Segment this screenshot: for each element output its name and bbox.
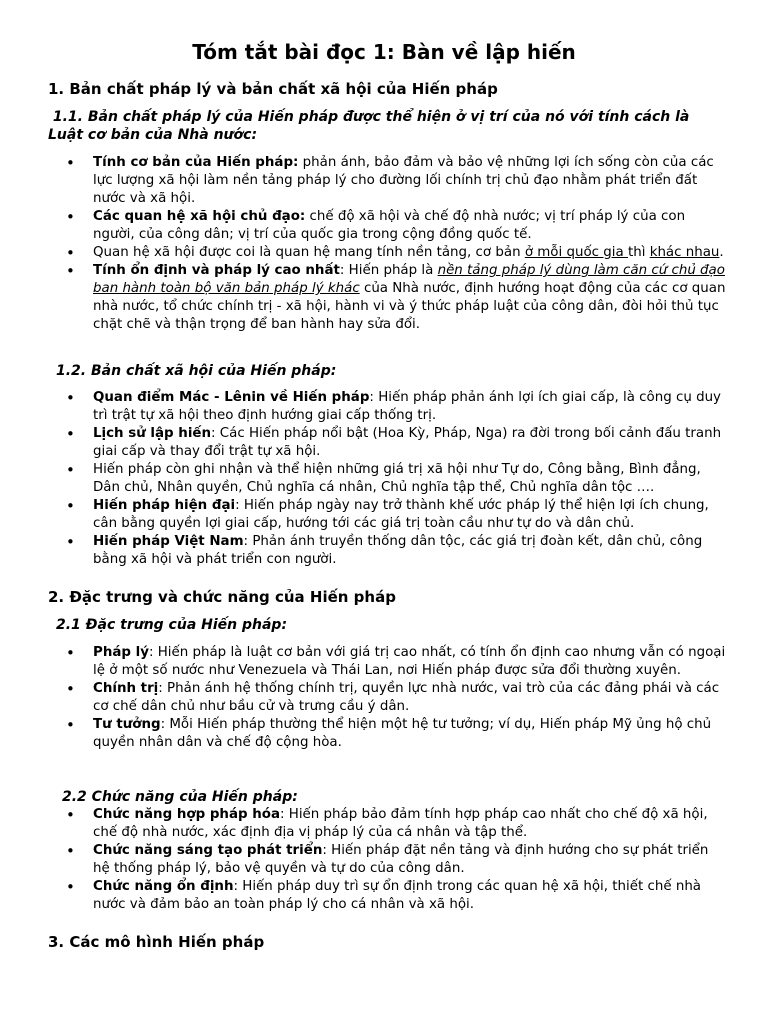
item-term: Tính cơ bản của Hiến pháp: [93, 155, 299, 170]
list-item [66, 644, 726, 680]
item-text: : Phản ánh hệ thống chính trị, quyền lực nhà nước, vai trò của các đảng phái và các cơ chế dân chủ như bầu cử và trưng cầu ý dân. [93, 681, 720, 714]
item-text: : Hiến pháp duy trì sự ổn định trong các quan hệ xã hội, thiết chế nhà nước và đảm bảo an toàn pháp lý cho cá nhân và xã hội. [93, 879, 702, 912]
list-item [66, 461, 726, 497]
item-term: Chức năng hợp pháp hóa [93, 807, 280, 822]
item-term: Chức năng sáng tạo phát triển [93, 843, 323, 858]
list-item [66, 244, 726, 262]
section-2-heading: 2. Đặc trưng và chức năng của Hiến pháp [48, 588, 396, 606]
item-underlined-text: khác nhau [649, 245, 720, 260]
section-1-1-heading-text: 1.1. Bản chất pháp lý của Hiến pháp được thể hiện ở vị trí của nó với tính cách là Luật cơ bản của Nhà nước: [48, 109, 690, 143]
section-2-1-list [66, 644, 726, 752]
item-text: : Hiến pháp ngày nay trở thành khế ước pháp lý thể hiện lợi ích chung, cân bằng quyền lợi giai cấp, hướng tới các giá trị toàn cầu như tự do và dân chủ. [93, 498, 709, 531]
list-item [66, 389, 726, 425]
list-item [66, 497, 726, 533]
item-term: Tư tưởng [93, 717, 161, 732]
list-item [66, 262, 726, 334]
section-1-heading: 1. Bản chất pháp lý và bản chất xã hội của Hiến pháp [48, 80, 498, 98]
item-text: . [719, 245, 724, 260]
item-text: thì [627, 245, 650, 260]
list-item [66, 806, 726, 842]
section-1-2-heading: 1.2. Bản chất xã hội của Hiến pháp: [56, 363, 337, 379]
list-item [66, 716, 726, 752]
item-term: Tính ổn định và pháp lý cao nhất [93, 263, 340, 278]
item-term: Lịch sử lập hiến [93, 426, 212, 441]
item-text: : Hiến pháp là luật cơ bản với giá trị cao nhất, có tính ổn định cao nhưng vẫn có ngoại lệ ở một số nước như Venezuela và Thái Lan, nơi Hiến pháp được sửa đổi thường xuyên. [93, 645, 726, 678]
list-item [66, 533, 726, 569]
list-item [66, 154, 726, 208]
page-title: Tóm tắt bài đọc 1: Bàn về lập hiến [192, 40, 576, 64]
item-text: : Hiến pháp là [339, 263, 438, 278]
item-text: : Hiến pháp bảo đảm tính hợp pháp cao nhất cho chế độ xã hội, chế độ nhà nước, xác định địa vị pháp lý của cá nhân và tập thể. [93, 807, 708, 840]
item-term: Quan điểm Mác - Lênin về Hiến pháp [93, 390, 370, 405]
section-3-heading: 3. Các mô hình Hiến pháp [48, 933, 265, 951]
item-text: của Nhà nước, định hướng hoạt động của các cơ quan nhà nước, tổ chức chính trị - xã hội, hành vi và ý thức pháp luật của công dân, đòi hỏi thủ tục chặt chẽ và thận trọng để ban hành hay sửa đổi. [93, 281, 726, 332]
list-item [66, 842, 726, 878]
list-item [66, 208, 726, 244]
item-text: : Hiến pháp phản ánh lợi ích giai cấp, là công cụ duy trì trật tự xã hội theo định hướng giai cấp thống trị. [93, 390, 721, 423]
item-term: Hiến pháp Việt Nam [93, 534, 244, 549]
item-term: Chính trị [93, 681, 159, 696]
item-text: : Các Hiến pháp nổi bật (Hoa Kỳ, Pháp, Nga) ra đời trong bối cảnh đấu tranh giai cấp và thay đổi trật tự xã hội. [93, 426, 722, 459]
item-underlined-italic-text: nền tảng pháp lý dùng làm căn cứ chủ đạo ban hành toàn bộ văn bản pháp lý khác [93, 263, 725, 296]
item-text: Quan hệ xã hội được coi là quan hệ mang tính nền tảng, cơ bản [93, 245, 525, 260]
section-2-2-heading: 2.2 Chức năng của Hiến pháp: [62, 789, 298, 805]
item-term: Các quan hệ xã hội chủ đạo: [93, 209, 306, 224]
item-text: : Hiến pháp đặt nền tảng và định hướng cho sự phát triển hệ thống pháp lý, bảo vệ quyền và tự do của công dân. [93, 843, 709, 876]
section-1-1-heading [48, 108, 728, 144]
section-1-1-list [66, 154, 726, 334]
item-text: phản ánh, bảo đảm và bảo vệ những lợi ích sống còn của các lực lượng xã hội làm nền tảng pháp lý cho đường lối chính trị chủ đạo nhằm phát triển đất nước và xã hội. [93, 155, 714, 206]
section-1-2-list [66, 389, 726, 569]
item-text: chế độ xã hội và chế độ nhà nước; vị trí pháp lý của con người, của công dân; vị trí của quốc gia trong cộng đồng quốc tế. [93, 209, 686, 242]
section-2-2-list [66, 806, 726, 914]
item-text: : Mỗi Hiến pháp thường thể hiện một hệ tư tưởng; ví dụ, Hiến pháp Mỹ ủng hộ chủ quyền nhân dân và chế độ cộng hòa. [93, 717, 712, 750]
item-term: Hiến pháp hiện đại [93, 498, 236, 513]
list-item [66, 425, 726, 461]
list-item [66, 878, 726, 914]
section-2-1-heading: 2.1 Đặc trưng của Hiến pháp: [56, 617, 288, 633]
item-term: Pháp lý [93, 645, 149, 660]
item-text: Hiến pháp còn ghi nhận và thể hiện những giá trị xã hội như Tự do, Công bằng, Bình đẳng, Dân chủ, Nhân quyền, Chủ nghĩa cá nhân, Chủ nghĩa tập thể, Chủ nghĩa dân tộc …. [93, 462, 701, 495]
item-underlined-text: ở mỗi quốc gia [524, 245, 628, 260]
list-item [66, 680, 726, 716]
item-text: : Phản ánh truyền thống dân tộc, các giá trị đoàn kết, dân chủ, công bằng xã hội và phát triển con người. [93, 534, 703, 567]
item-term: Chức năng ổn định [93, 879, 234, 894]
